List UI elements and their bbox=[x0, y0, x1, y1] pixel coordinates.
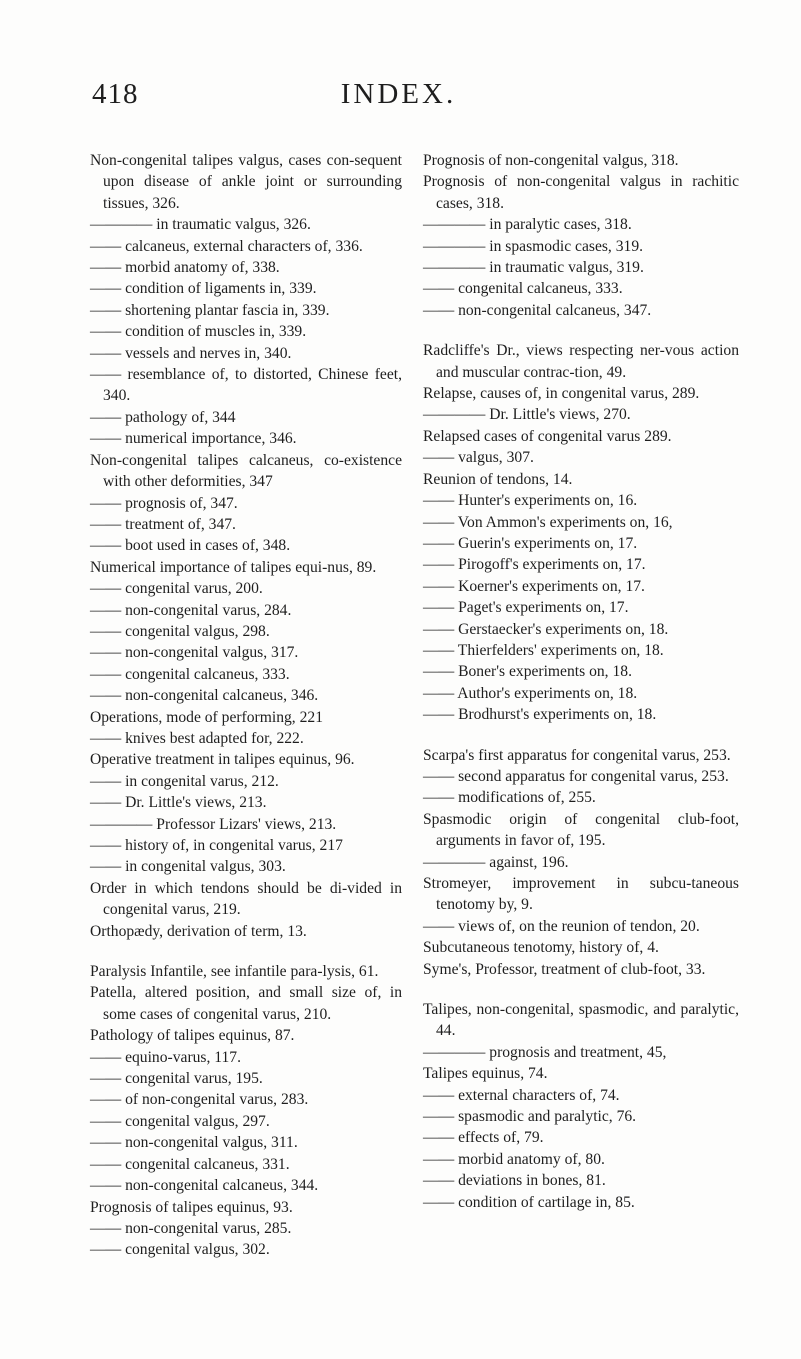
index-entry: Non-congenital talipes calcaneus, co-existence with other deformities, 347 bbox=[90, 451, 402, 491]
index-entry: —— treatment of, 347. bbox=[90, 515, 236, 533]
index-entry: Patella, altered position, and small size of, in some cases of congenital varus, 210. bbox=[90, 984, 402, 1023]
section-gap bbox=[423, 726, 739, 745]
index-entry: ———— in spasmodic cases, 319. bbox=[423, 237, 644, 255]
index-entry: Prognosis of talipes equinus, 93. bbox=[90, 1198, 293, 1216]
index-entry: —— of non-congenital varus, 283. bbox=[90, 1091, 309, 1109]
page-title: INDEX. bbox=[340, 78, 457, 110]
page-header bbox=[92, 78, 705, 118]
index-entry: Prognosis of non-congenital valgus in rachitic cases, 318. bbox=[423, 173, 739, 212]
index-entry: —— boot used in cases of, 348. bbox=[90, 537, 291, 555]
index-entry: ———— Professor Lizars' views, 213. bbox=[90, 815, 337, 833]
index-entry: —— Koerner's experiments on, 17. bbox=[423, 577, 645, 595]
index-entry: ———— in traumatic valgus, 319. bbox=[423, 259, 644, 277]
index-entry: —— non-congenital calcaneus, 346. bbox=[90, 687, 319, 705]
index-entry: Paralysis Infantile, see infantile para-lysis, 61. bbox=[90, 963, 379, 981]
index-entry: ———— Dr. Little's views, 270. bbox=[423, 406, 631, 424]
index-entry: —— views of, on the reunion of tendon, 20. bbox=[423, 917, 700, 935]
index-entry: —— Brodhurst's experiments on, 18. bbox=[423, 706, 657, 724]
index-entry: —— calcaneus, external characters of, 336. bbox=[90, 237, 363, 255]
page-number: 418 bbox=[92, 78, 139, 110]
index-entry: —— Gerstaecker's experiments on, 18. bbox=[423, 620, 669, 638]
index-entry: —— knives best adapted for, 222. bbox=[90, 729, 304, 747]
index-entry: —— non-congenital calcaneus, 347. bbox=[423, 301, 652, 319]
index-entry: —— congenital valgus, 302. bbox=[90, 1241, 270, 1259]
index-entry: —— non-congenital varus, 284. bbox=[90, 601, 292, 619]
index-entry: —— congenital valgus, 297. bbox=[90, 1112, 270, 1130]
index-entry: —— morbid anatomy of, 80. bbox=[423, 1150, 605, 1168]
index-entry: Reunion of tendons, 14. bbox=[423, 470, 573, 488]
index-entry: —— spasmodic and paralytic, 76. bbox=[423, 1108, 637, 1126]
index-entry: —— Von Ammon's experiments on, 16, bbox=[423, 513, 673, 531]
index-entry: Prognosis of non-congenital valgus, 318. bbox=[423, 152, 679, 169]
index-entry: —— shortening plantar fascia in, 339. bbox=[90, 301, 330, 319]
index-entry: Subcutaneous tenotomy, history of, 4. bbox=[423, 939, 659, 957]
index-entry: —— Boner's experiments on, 18. bbox=[423, 663, 632, 681]
index-entry: Order in which tendons should be di-vided in congenital varus, 219. bbox=[90, 879, 402, 919]
index-entry: —— condition of cartilage in, 85. bbox=[423, 1193, 635, 1211]
index-entry: —— morbid anatomy of, 338. bbox=[90, 259, 280, 277]
index-entry: —— external characters of, 74. bbox=[423, 1086, 620, 1104]
index-entry: —— Thierfelders' experiments on, 18. bbox=[423, 641, 664, 659]
index-entry: Talipes, non-congenital, spasmodic, and paralytic, 44. bbox=[423, 1001, 739, 1040]
index-entry: Operative treatment in talipes equinus, 96. bbox=[90, 751, 355, 769]
index-entry: ———— in paralytic cases, 318. bbox=[423, 216, 632, 234]
index-entry: Radcliffe's Dr., views respecting ner-vous action and muscular contrac-tion, 49. bbox=[423, 342, 739, 381]
index-entry: —— congenital calcaneus, 333. bbox=[423, 280, 623, 298]
index-entry: ———— against, 196. bbox=[423, 853, 569, 871]
index-entry: —— congenital varus, 195. bbox=[90, 1070, 263, 1088]
index-entry: —— Hunter's experiments on, 16. bbox=[423, 492, 638, 510]
index-entry: —— condition of muscles in, 339. bbox=[90, 323, 307, 341]
index-entry: —— modifications of, 255. bbox=[423, 789, 596, 807]
index-entry: —— effects of, 79. bbox=[423, 1129, 544, 1147]
index-entry: —— Pirogoff's experiments on, 17. bbox=[423, 556, 646, 574]
index-entry: Non-congenital talipes valgus, cases con-sequent upon disease of ankle joint or surrounding tissues, 326. bbox=[90, 152, 402, 212]
index-entry: —— valgus, 307. bbox=[423, 449, 534, 467]
index-entry: Scarpa's first apparatus for congenital varus, 253. bbox=[423, 746, 731, 764]
index-entry: —— congenital valgus, 298. bbox=[90, 622, 270, 640]
index-entry: —— equino-varus, 117. bbox=[90, 1048, 242, 1066]
index-entry: —— condition of ligaments in, 339. bbox=[90, 280, 317, 298]
index-entry: ———— in traumatic valgus, 326. bbox=[90, 216, 311, 234]
index-entry: —— numerical importance, 346. bbox=[90, 430, 297, 448]
index-entry: —— congenital varus, 200. bbox=[90, 580, 263, 598]
index-entry: —— prognosis of, 347. bbox=[90, 494, 238, 512]
index-entry: —— resemblance of, to distorted, Chinese feet, 340. bbox=[90, 366, 402, 405]
index-entry: —— non-congenital valgus, 311. bbox=[90, 1134, 298, 1152]
index-entry: —— deviations in bones, 81. bbox=[423, 1172, 606, 1190]
index-column-left bbox=[90, 150, 402, 1261]
index-entry: —— non-congenital valgus, 317. bbox=[90, 644, 299, 662]
index-entry: Syme's, Professor, treatment of club-foot, 33. bbox=[423, 960, 706, 978]
index-entry: —— congenital calcaneus, 331. bbox=[90, 1155, 290, 1173]
index-entry: —— vessels and nerves in, 340. bbox=[90, 344, 292, 362]
index-entry: —— non-congenital varus, 285. bbox=[90, 1219, 292, 1237]
section-gap bbox=[90, 942, 402, 961]
index-entry: Relapsed cases of congenital varus 289. bbox=[423, 427, 672, 445]
index-entry: —— Author's experiments on, 18. bbox=[423, 684, 638, 702]
index-entry: —— in congenital valgus, 303. bbox=[90, 858, 286, 876]
index-column-right bbox=[423, 150, 739, 1213]
index-entry: Operations, mode of performing, 221 bbox=[90, 708, 323, 726]
index-entry: —— in congenital varus, 212. bbox=[90, 772, 279, 790]
section-gap bbox=[423, 980, 739, 999]
section-gap bbox=[423, 321, 739, 340]
index-entry: Orthopædy, derivation of term, 13. bbox=[90, 922, 307, 940]
index-entry: —— non-congenital calcaneus, 344. bbox=[90, 1177, 319, 1195]
index-entry: Numerical importance of talipes equi-nus, 89. bbox=[90, 558, 377, 576]
index-entry: Relapse, causes of, in congenital varus, 289. bbox=[423, 385, 700, 403]
index-entry: —— second apparatus for congenital varus, 253. bbox=[423, 767, 729, 785]
index-entry: —— history of, in congenital varus, 217 bbox=[90, 837, 343, 854]
index-entry: Spasmodic origin of congenital club-foot, arguments in favor of, 195. bbox=[423, 810, 739, 850]
index-entry: —— congenital calcaneus, 333. bbox=[90, 665, 290, 683]
index-entry: Stromeyer, improvement in subcu-taneous tenotomy by, 9. bbox=[423, 875, 739, 914]
index-entry: —— pathology of, 344 bbox=[90, 408, 236, 426]
index-entry: —— Dr. Little's views, 213. bbox=[90, 794, 267, 812]
index-entry: Pathology of talipes equinus, 87. bbox=[90, 1027, 295, 1045]
index-entry: —— Guerin's experiments on, 17. bbox=[423, 534, 638, 552]
index-entry: ———— prognosis and treatment, 45, bbox=[423, 1043, 667, 1061]
index-entry: Talipes equinus, 74. bbox=[423, 1065, 548, 1083]
index-entry: —— Paget's experiments on, 17. bbox=[423, 599, 629, 617]
